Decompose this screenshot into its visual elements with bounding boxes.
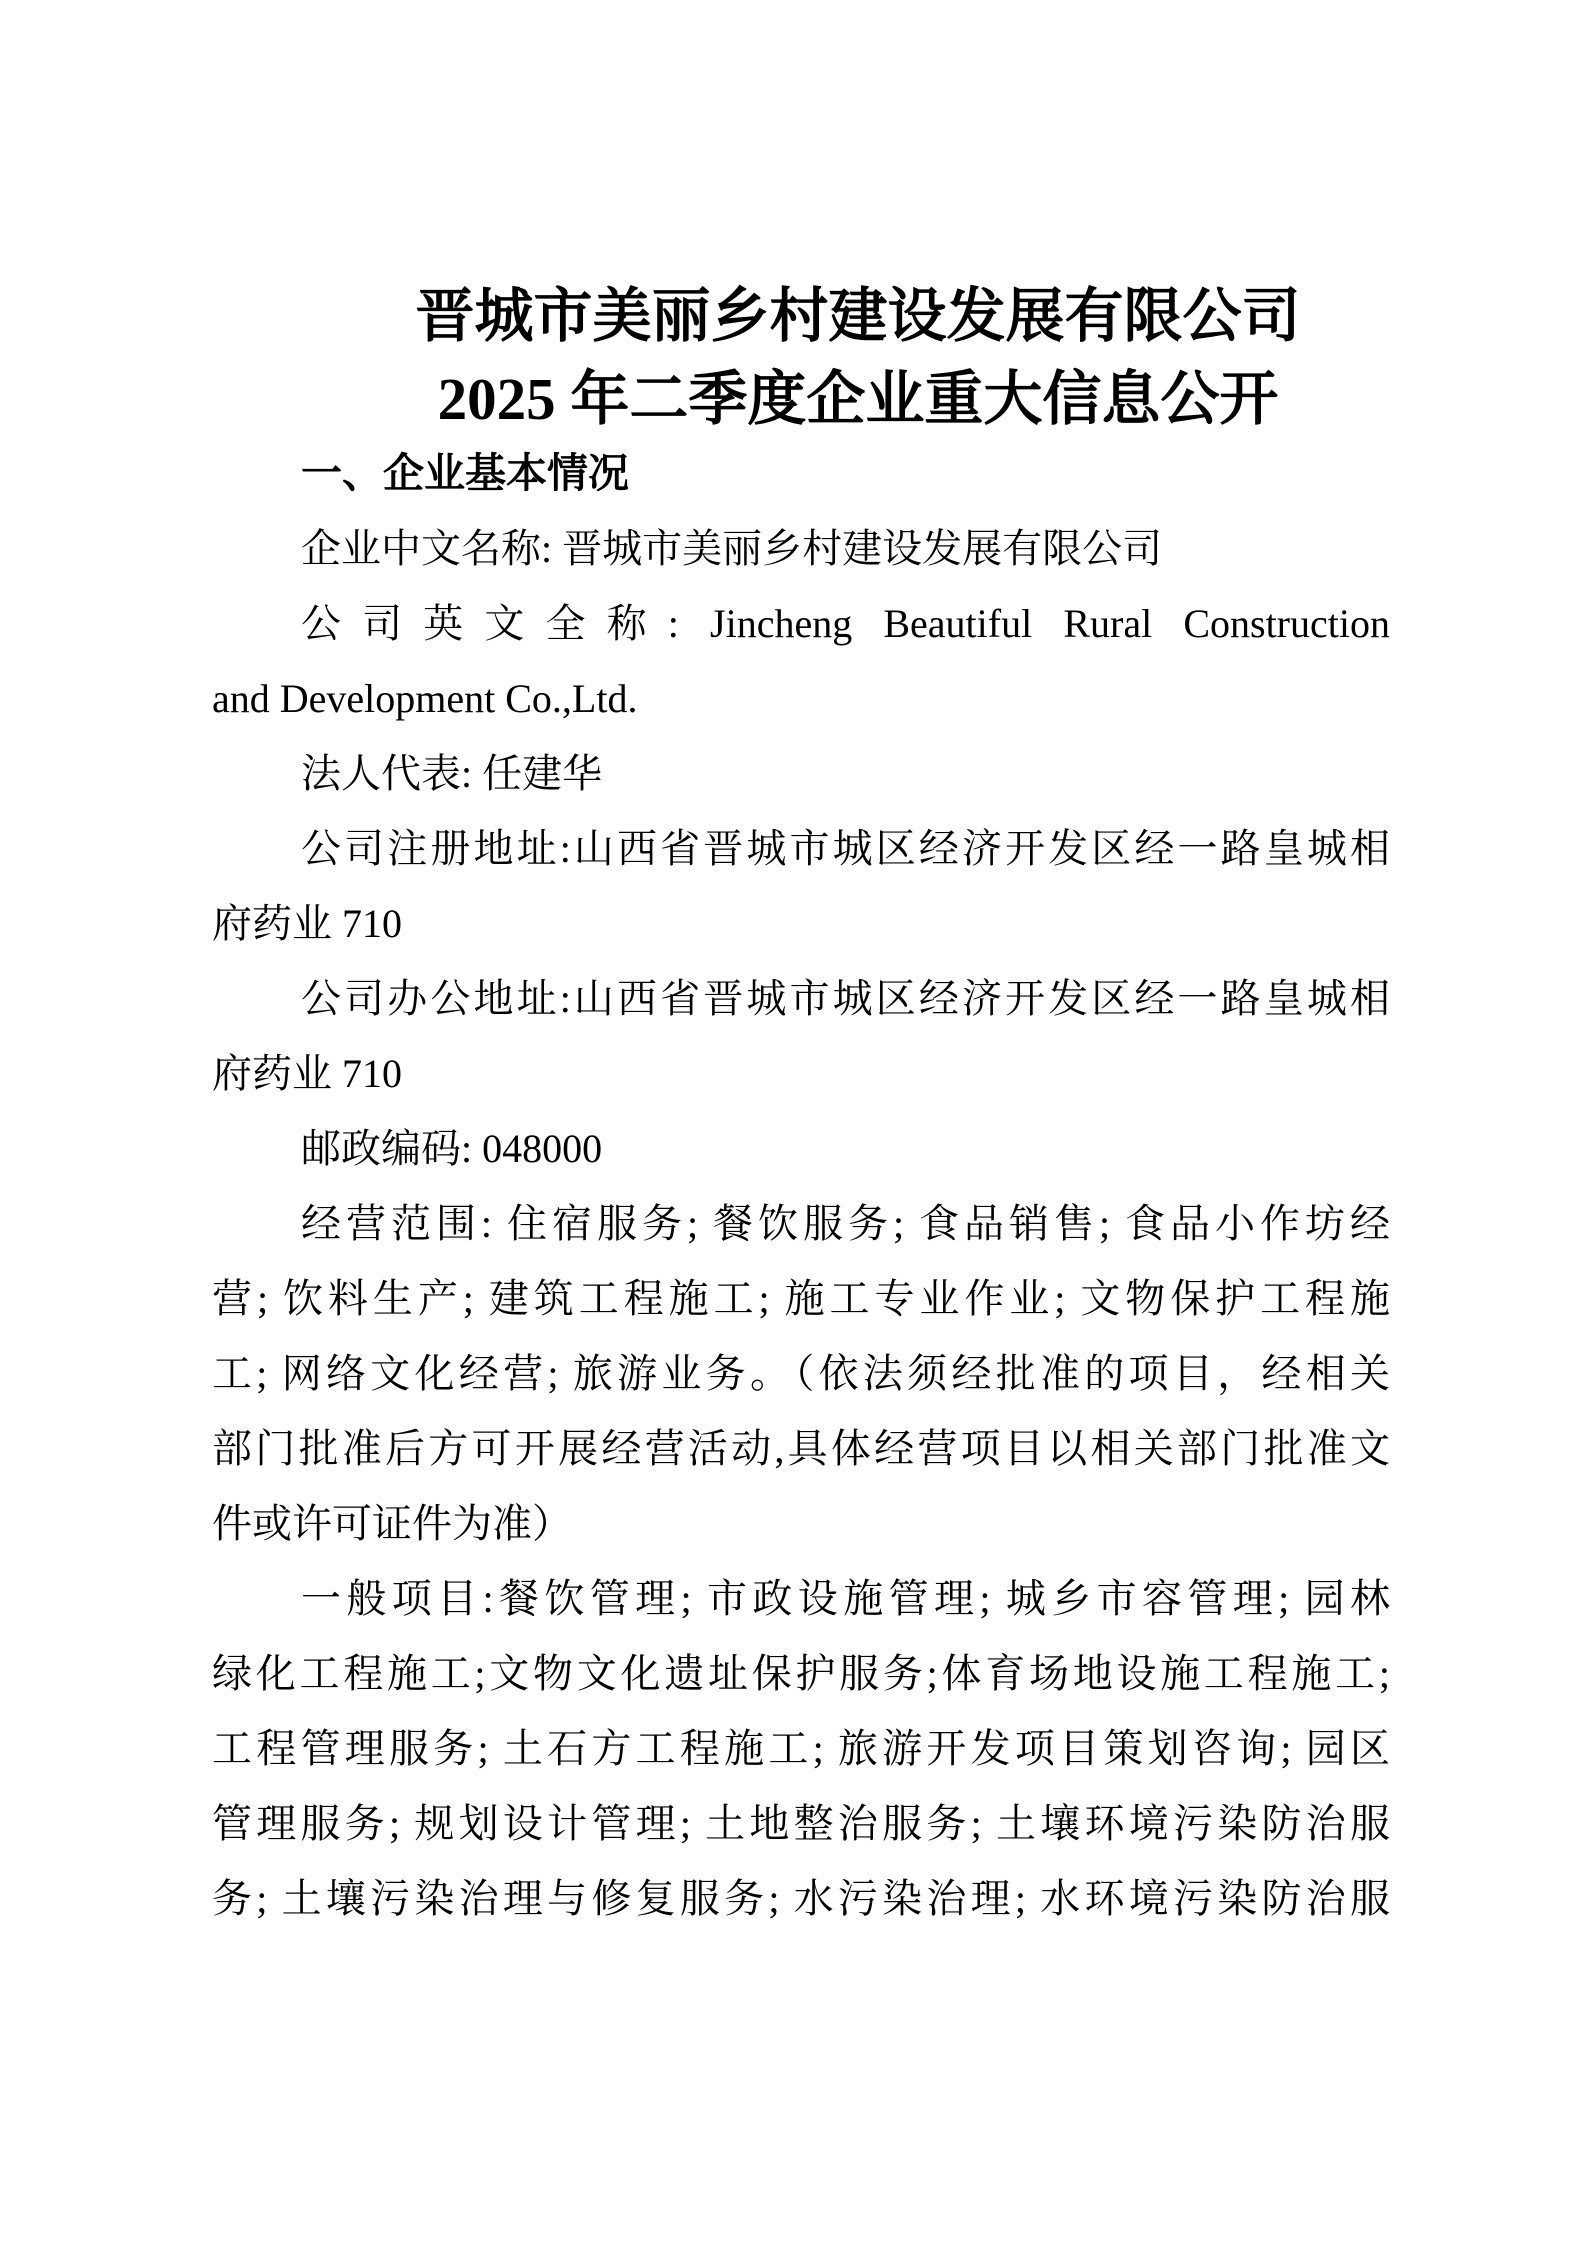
body-line-general-items-2: 绿化工程施工;文物文化遗址保护服务;体育场地设施工程施工; bbox=[212, 1651, 1390, 1696]
body-line-business-scope-1: 经营范围: 住宿服务; 餐饮服务; 食品销售; 食品小作坊经 bbox=[301, 1201, 1390, 1246]
document-body bbox=[212, 436, 1390, 1936]
body-line-business-scope-5: 件或许可证件为准） bbox=[212, 1501, 572, 1546]
body-line-company-cn-name: 企业中文名称: 晋城市美丽乡村建设发展有限公司 bbox=[301, 526, 1163, 571]
body-line-general-items-4: 管理服务; 规划设计管理; 土地整治服务; 土壤环境污染防治服 bbox=[212, 1801, 1390, 1846]
body-line-general-items-5: 务; 土壤污染治理与修复服务; 水污染治理; 水环境污染防治服 bbox=[212, 1876, 1390, 1921]
body-line-business-scope-4: 部门批准后方可开展经营活动,具体经营项目以相关部门批准文 bbox=[212, 1426, 1390, 1471]
body-line-general-items-1: 一般项目:餐饮管理; 市政设施管理; 城乡市容管理; 园林 bbox=[301, 1576, 1390, 1621]
body-line-legal-rep: 法人代表: 任建华 bbox=[301, 751, 603, 796]
body-line-business-scope-2: 营; 饮料生产; 建筑工程施工; 施工专业作业; 文物保护工程施 bbox=[212, 1276, 1390, 1321]
section-heading: 一、企业基本情况 bbox=[301, 450, 629, 496]
body-line-office-address-2: 府药业 710 bbox=[212, 1051, 402, 1096]
document-title bbox=[0, 0, 1586, 441]
body-line-company-en-name-2: and Development Co.,Ltd. bbox=[212, 676, 638, 721]
body-line-office-address-1: 公司办公地址:山西省晋城市城区经济开发区经一路皇城相 bbox=[301, 976, 1390, 1021]
body-line-reg-address-1: 公司注册地址:山西省晋城市城区经济开发区经一路皇城相 bbox=[301, 826, 1390, 871]
body-line-general-items-3: 工程管理服务; 土石方工程施工; 旅游开发项目策划咨询; 园区 bbox=[212, 1726, 1390, 1771]
body-line-reg-address-2: 府药业 710 bbox=[212, 901, 402, 946]
document-title-line-2: 2025 年二季度企业重大信息公开 bbox=[437, 366, 1279, 432]
body-line-business-scope-3: 工; 网络文化经营; 旅游业务。（依法须经批准的项目，经相关 bbox=[212, 1351, 1390, 1396]
document-title-line-1: 晋城市美丽乡村建设发展有限公司 bbox=[415, 283, 1301, 349]
body-line-company-en-name-1: 公司英文全称: Jincheng Beautiful Rural Construction bbox=[301, 601, 1390, 646]
body-line-postal-code: 邮政编码: 048000 bbox=[301, 1126, 603, 1171]
